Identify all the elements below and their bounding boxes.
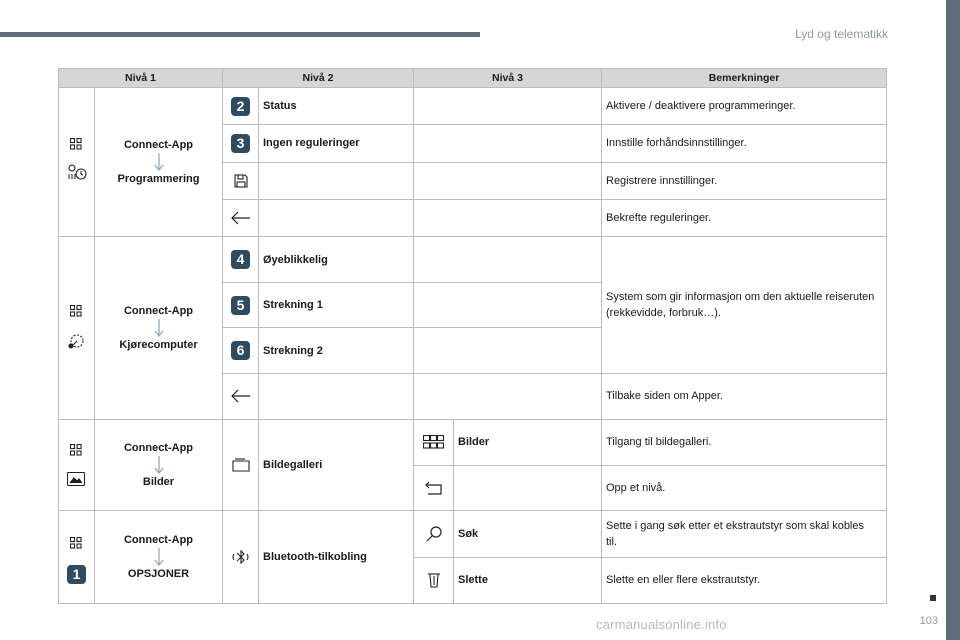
top-accent-bar bbox=[0, 32, 480, 37]
up-level-button[interactable] bbox=[414, 465, 454, 511]
level1-icons-bilder bbox=[59, 420, 95, 511]
number-badge: 3 bbox=[231, 134, 250, 153]
note-cell: Tilgang til bildegalleri. bbox=[602, 420, 887, 466]
level2-label: Bildegalleri bbox=[259, 420, 414, 511]
level1-sub-label: Kjørecomputer bbox=[119, 339, 198, 351]
back-button[interactable] bbox=[223, 373, 259, 419]
table-header-row bbox=[59, 69, 887, 88]
search-icon bbox=[426, 526, 442, 542]
level3-empty bbox=[454, 465, 602, 511]
thumbnail-grid-icon bbox=[423, 435, 445, 449]
level2-label: Ingen reguleringer bbox=[259, 125, 414, 162]
bluetooth-icon bbox=[232, 549, 250, 565]
level1-label-opsjoner bbox=[95, 511, 223, 604]
number-badge: 5 bbox=[231, 296, 250, 315]
watermark: carmanualsonline.info bbox=[596, 617, 727, 632]
number-badge: 1 bbox=[67, 565, 86, 584]
badge-cell bbox=[223, 125, 259, 162]
shared-note-cell: System som gir informasjon om den aktuelle reiseruten (rekkevidde, forbruk…). bbox=[602, 237, 887, 374]
note-cell: Tilbake siden om Apper. bbox=[602, 373, 887, 419]
table-row bbox=[59, 420, 887, 466]
level1-app-label: Connect-App bbox=[123, 534, 194, 546]
level2-empty bbox=[259, 162, 414, 199]
trip-computer-icon bbox=[67, 333, 85, 349]
down-arrow-icon bbox=[154, 548, 164, 566]
table-row bbox=[59, 511, 887, 558]
note-cell: Slette en eller flere ekstrautstyr. bbox=[602, 557, 887, 604]
number-badge: 4 bbox=[231, 250, 250, 269]
return-icon bbox=[425, 481, 443, 495]
apps-grid-icon bbox=[70, 305, 82, 317]
level1-label-programmering bbox=[95, 88, 223, 237]
save-icon bbox=[234, 174, 248, 188]
search-button[interactable] bbox=[414, 511, 454, 558]
note-cell: Opp et nivå. bbox=[602, 465, 887, 511]
right-edge-bar bbox=[946, 0, 960, 640]
level3-label: Slette bbox=[454, 557, 602, 604]
level3-empty bbox=[414, 237, 602, 283]
level1-sub-label: Bilder bbox=[142, 476, 175, 488]
level3-empty bbox=[414, 328, 602, 373]
down-arrow-icon bbox=[154, 153, 164, 171]
note-cell: Aktivere / deaktivere programmeringer. bbox=[602, 88, 887, 125]
page-marker bbox=[930, 595, 936, 601]
badge-cell bbox=[223, 237, 259, 283]
level1-icons-opsjoner bbox=[59, 511, 95, 604]
level3-empty bbox=[414, 125, 602, 162]
level2-empty bbox=[259, 199, 414, 236]
back-arrow-icon bbox=[231, 211, 251, 225]
note-cell: Innstille forhåndsinnstillinger. bbox=[602, 125, 887, 162]
note-cell: Bekrefte reguleringer. bbox=[602, 199, 887, 236]
level2-label: Bluetooth-tilkobling bbox=[259, 511, 414, 604]
level2-label: Strekning 2 bbox=[259, 328, 414, 373]
level1-sub-label: Programmering bbox=[117, 173, 200, 185]
level1-icons-programmering bbox=[59, 88, 95, 237]
menu-table bbox=[58, 68, 887, 604]
number-badge: 2 bbox=[231, 97, 250, 116]
level2-label: Strekning 1 bbox=[259, 283, 414, 328]
level1-label-bilder bbox=[95, 420, 223, 511]
table-row bbox=[59, 237, 887, 283]
level2-label: Øyeblikkelig bbox=[259, 237, 414, 283]
page-number: 103 bbox=[919, 615, 938, 627]
level1-label-kjorecomputer bbox=[95, 237, 223, 420]
level3-label: Bilder bbox=[454, 420, 602, 466]
back-arrow-icon bbox=[231, 389, 251, 403]
level3-empty bbox=[414, 373, 602, 419]
apps-grid-icon bbox=[70, 537, 82, 549]
level3-empty bbox=[414, 283, 602, 328]
header-bemerkninger: Bemerkninger bbox=[602, 69, 887, 88]
table-row bbox=[59, 88, 887, 125]
note-cell: Sette i gang søk etter et ekstrautstyr som skal kobles til. bbox=[602, 511, 887, 558]
level1-icons-kjorecomputer bbox=[59, 237, 95, 420]
level2-empty bbox=[259, 373, 414, 419]
level3-empty bbox=[414, 199, 602, 236]
down-arrow-icon bbox=[154, 456, 164, 474]
header-niva-1: Nivå 1 bbox=[59, 69, 223, 88]
photo-icon bbox=[67, 472, 85, 486]
header-niva-2: Nivå 2 bbox=[223, 69, 414, 88]
back-button[interactable] bbox=[223, 199, 259, 236]
level1-sub-label: OPSJONER bbox=[127, 568, 190, 580]
level1-app-label: Connect-App bbox=[123, 442, 194, 454]
gallery-button[interactable] bbox=[223, 420, 259, 511]
down-arrow-icon bbox=[154, 319, 164, 337]
level2-label: Status bbox=[259, 88, 414, 125]
delete-button[interactable] bbox=[414, 557, 454, 604]
level3-empty bbox=[414, 162, 602, 199]
save-button[interactable] bbox=[223, 162, 259, 199]
bluetooth-button[interactable] bbox=[223, 511, 259, 604]
programming-clock-icon bbox=[67, 164, 87, 180]
number-badge: 6 bbox=[231, 341, 250, 360]
thumbnails-button[interactable] bbox=[414, 420, 454, 466]
apps-grid-icon bbox=[70, 444, 82, 456]
badge-cell bbox=[223, 88, 259, 125]
trash-icon bbox=[427, 572, 441, 588]
badge-cell bbox=[223, 283, 259, 328]
level3-label: Søk bbox=[454, 511, 602, 558]
gallery-icon bbox=[232, 458, 250, 472]
apps-grid-icon bbox=[70, 138, 82, 150]
header-niva-3: Nivå 3 bbox=[414, 69, 602, 88]
note-cell: Registrere innstillinger. bbox=[602, 162, 887, 199]
level1-app-label: Connect-App bbox=[123, 305, 194, 317]
level1-app-label: Connect-App bbox=[123, 139, 194, 151]
section-title: Lyd og telematikk bbox=[795, 27, 888, 41]
level3-empty bbox=[414, 88, 602, 125]
badge-cell bbox=[223, 328, 259, 373]
